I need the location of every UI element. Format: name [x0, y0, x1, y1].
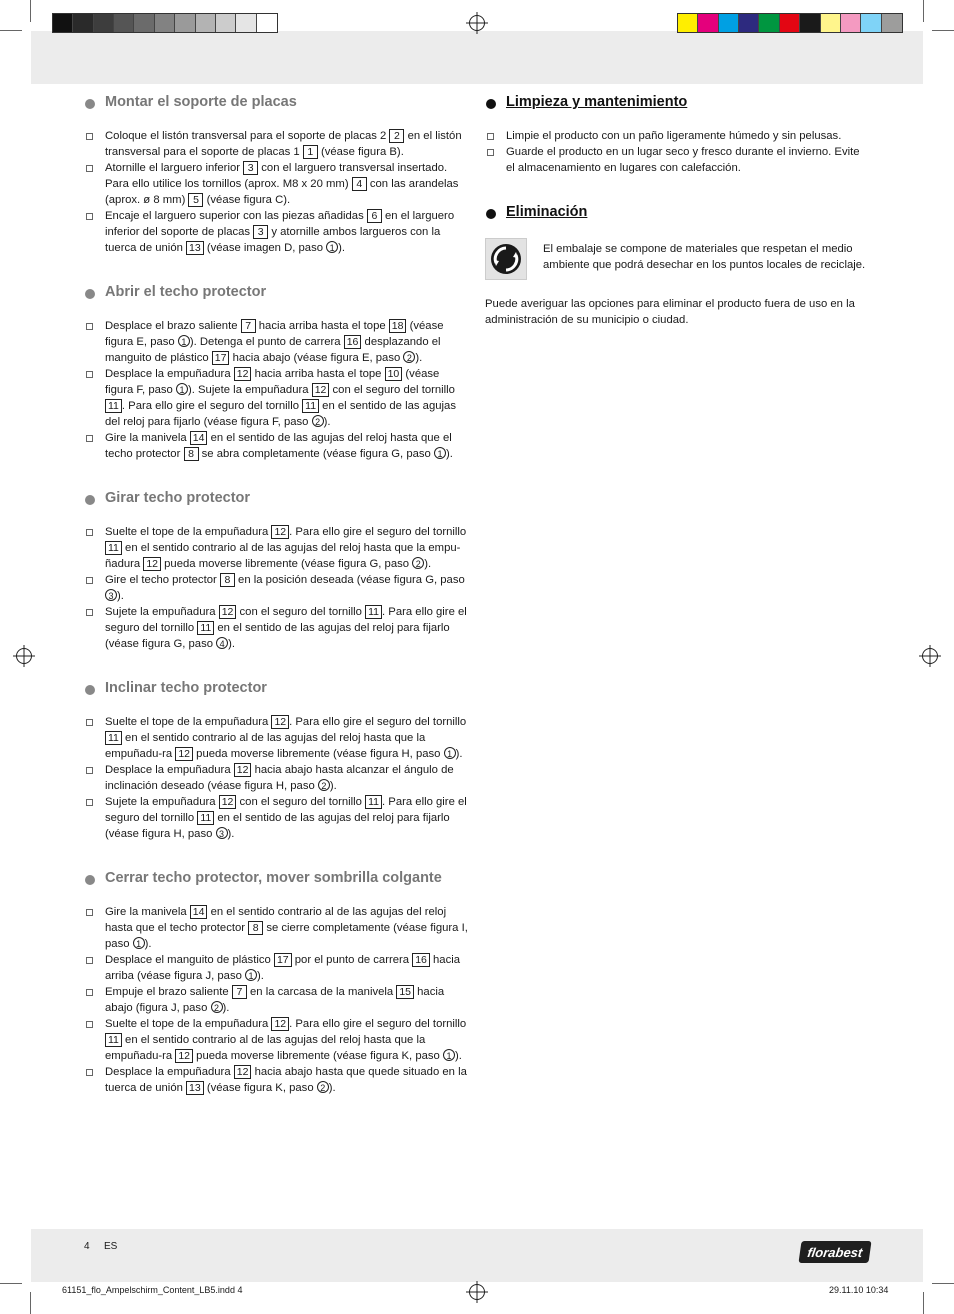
list-item: Gire el techo protector 8 en la posición deseada (véase figura G, paso 3 ). [84, 572, 470, 604]
instruction-section [84, 490, 470, 652]
color-calibration-strip [677, 13, 903, 33]
instruction-section [84, 284, 470, 462]
registration-mark-icon [922, 648, 938, 664]
color-swatch [216, 14, 236, 32]
color-swatch [780, 14, 800, 32]
color-swatch [739, 14, 759, 32]
language-code: ES [104, 1241, 118, 1252]
part-number-badge: 11 [197, 621, 214, 635]
list-item: Desplace el manguito de plástico 17 por el punto de carrera 16 hacia arriba (véase figura J, paso 1 ). [84, 952, 470, 984]
list-item: Suelte el tope de la empuñadura 12 . Para ello gire el seguro del tornillo 11 en el sentido contrario al de las agujas del reloj hasta que la empuñadu-ra 12 pueda moverse libremente (véase figura K, paso 1 ). [84, 1016, 470, 1064]
instruction-list [84, 714, 470, 842]
crop-mark [30, 1292, 31, 1314]
list-item: Gire la manivela 14 en el sentido de las agujas del reloj hasta que el techo protector 8 se abra completamente (véase figura G, paso 1 ). [84, 430, 470, 462]
color-swatch [698, 14, 718, 32]
instruction-section [84, 680, 470, 842]
part-number-badge: 8 [220, 573, 235, 587]
crop-mark [30, 0, 31, 22]
part-number-badge: 16 [412, 953, 430, 967]
color-swatch [73, 14, 93, 32]
part-number-badge: 12 [143, 557, 161, 571]
part-number-badge: 10 [385, 367, 403, 381]
part-number-badge: 12 [271, 715, 289, 729]
brand-name: florabest [806, 1244, 864, 1260]
color-swatch [257, 14, 277, 32]
cleaning-section [485, 94, 870, 176]
step-number-circle: 1 [443, 1049, 455, 1061]
part-number-badge: 11 [105, 1033, 122, 1047]
crop-mark [0, 30, 22, 31]
registration-mark-icon [16, 648, 32, 664]
crop-mark [932, 1283, 954, 1284]
part-number-badge: 11 [105, 731, 122, 745]
color-swatch [678, 14, 698, 32]
part-number-badge: 12 [219, 795, 237, 809]
step-number-circle: 1 [176, 383, 188, 395]
part-number-badge: 4 [352, 177, 367, 191]
crop-mark [923, 0, 924, 22]
color-swatch [861, 14, 881, 32]
part-number-badge: 18 [389, 319, 407, 333]
part-number-badge: 12 [271, 1017, 289, 1031]
part-number-badge: 17 [274, 953, 292, 967]
step-number-circle: 2 [312, 415, 324, 427]
list-item: Desplace el brazo saliente 7 hacia arriba hasta el tope 18 (véase figura E, paso 1 ). Detenga el punto de carrera 16 desplazando el manguito de plástico 17 hacia abajo (véase figura E, paso 2 ). [84, 318, 470, 366]
list-item: Desplace la empuñadura 12 hacia arriba hasta el tope 10 (véase figura F, paso 1 ). Sujete la empuñadura 12 con el seguro del tornillo 11 . Para ello gire el seguro del tornillo 11 en el sentido de las agujas del reloj para fijarlo (véase figura F, paso 2 ). [84, 366, 470, 430]
part-number-badge: 15 [396, 985, 414, 999]
list-item: Gire la manivela 14 en el sentido contrario al de las agujas del reloj hasta que el techo protector 8 se cierre completamente (véase figura I, paso 1 ). [84, 904, 470, 952]
disposal-section [485, 204, 870, 328]
section-title: Cerrar techo protector, mover sombrilla colgante [84, 870, 470, 892]
crop-mark [0, 1283, 22, 1284]
section-title: Montar el soporte de placas [84, 94, 470, 116]
color-swatch [155, 14, 175, 32]
print-date-time: 29.11.10 10:34 [829, 1285, 889, 1295]
step-number-circle: 4 [216, 637, 228, 649]
part-number-badge: 13 [186, 241, 204, 255]
section-title: Eliminación [485, 204, 870, 226]
part-number-badge: 2 [389, 129, 404, 143]
list-item: Desplace la empuñadura 12 hacia abajo hasta que quede situado en la tuerca de unión 13 (véase figura K, paso 2 ). [84, 1064, 470, 1096]
part-number-badge: 12 [219, 605, 237, 619]
file-info: 61151_flo_Ampelschirm_Content_LB5.indd 4 [62, 1285, 243, 1295]
list-item: Atornille el larguero inferior 3 con el larguero transversal insertado. Para ello utilice los tornillos (aprox. M8 x 20 mm) 4 con las arandelas (aprox. ø 8 mm) 5 (véase figura C). [84, 160, 470, 208]
part-number-badge: 17 [212, 351, 230, 365]
registration-mark-icon [469, 1284, 485, 1300]
instruction-list [84, 524, 470, 652]
part-number-badge: 12 [234, 367, 252, 381]
color-swatch [134, 14, 154, 32]
part-number-badge: 11 [105, 399, 122, 413]
crop-mark [923, 1292, 924, 1314]
step-number-circle: 3 [105, 589, 117, 601]
color-swatch [719, 14, 739, 32]
color-swatch [841, 14, 861, 32]
part-number-badge: 12 [271, 525, 289, 539]
packaging-note [485, 238, 870, 280]
part-number-badge: 3 [253, 225, 268, 239]
left-column [84, 94, 470, 1124]
step-number-circle: 1 [133, 937, 145, 949]
part-number-badge: 11 [365, 795, 382, 809]
color-swatch [94, 14, 114, 32]
step-number-circle: 2 [412, 557, 424, 569]
part-number-badge: 14 [190, 905, 208, 919]
list-item: Desplace la empuñadura 12 hacia abajo hasta alcanzar el ángulo de inclinación deseado (véase figura H, paso 2 ). [84, 762, 470, 794]
instruction-section [84, 94, 470, 256]
step-number-circle: 2 [403, 351, 415, 363]
footer-band [31, 1229, 923, 1282]
list-item: Empuje el brazo saliente 7 en la carcasa de la manivela 15 hacia abajo (figura J, paso 2 ). [84, 984, 470, 1016]
header-band [31, 31, 923, 84]
crop-mark [932, 30, 954, 31]
color-swatch [236, 14, 256, 32]
part-number-badge: 13 [186, 1081, 204, 1095]
color-swatch [196, 14, 216, 32]
instruction-list [84, 318, 470, 462]
cleaning-list [485, 128, 870, 176]
part-number-badge: 11 [302, 399, 319, 413]
part-number-badge: 12 [175, 747, 193, 761]
part-number-badge: 7 [241, 319, 256, 333]
section-title: Abrir el techo protector [84, 284, 470, 306]
list-item: Sujete la empuñadura 12 con el seguro del tornillo 11 . Para ello gire el seguro del tornillo 11 en el sentido de las agujas del reloj para fijarlo (véase figura H, paso 3 ). [84, 794, 470, 842]
step-number-circle: 1 [326, 241, 338, 253]
color-swatch [800, 14, 820, 32]
color-swatch [175, 14, 195, 32]
part-number-badge: 12 [234, 763, 252, 777]
list-item: Limpie el producto con un paño ligeramente húmedo y sin pelusas. [485, 128, 870, 144]
color-swatch [759, 14, 779, 32]
color-swatch [53, 14, 73, 32]
step-number-circle: 3 [216, 827, 228, 839]
list-item: Suelte el tope de la empuñadura 12 . Para ello gire el seguro del tornillo 11 en el sentido contrario al de las agujas del reloj hasta que la empu-ñadura 12 pueda moverse libremente (véase figura G, paso 2 ). [84, 524, 470, 572]
recycle-icon [485, 238, 527, 280]
section-title: Inclinar techo protector [84, 680, 470, 702]
part-number-badge: 5 [188, 193, 203, 207]
step-number-circle: 1 [178, 335, 190, 347]
step-number-circle: 1 [245, 969, 257, 981]
part-number-badge: 12 [312, 383, 330, 397]
part-number-badge: 12 [234, 1065, 252, 1079]
part-number-badge: 16 [344, 335, 362, 349]
step-number-circle: 2 [211, 1001, 223, 1013]
list-item: Coloque el listón transversal para el soporte de placas 2 2 en el listón transversal para el soporte de placas 1 1 (véase figura B). [84, 128, 470, 160]
section-title: Limpieza y mantenimiento [485, 94, 870, 116]
step-number-circle: 2 [318, 779, 330, 791]
instruction-list [84, 904, 470, 1096]
step-number-circle: 1 [434, 447, 446, 459]
part-number-badge: 11 [365, 605, 382, 619]
packaging-text: El embalaje se compone de materiales que respetan el medio ambiente que podrá desechar en los puntos locales de reciclaje. [543, 243, 866, 271]
instruction-list [84, 128, 470, 256]
list-item: Guarde el producto en un lugar seco y fresco durante el invierno. Evite el almacenamiento en lugares con calefacción. [485, 144, 870, 176]
section-title: Girar techo protector [84, 490, 470, 512]
part-number-badge: 3 [243, 161, 258, 175]
color-swatch [114, 14, 134, 32]
registration-mark-icon [469, 15, 485, 31]
part-number-badge: 11 [105, 541, 122, 555]
color-swatch [821, 14, 841, 32]
product-disposal-text: Puede averiguar las opciones para eliminar el producto fuera de uso en la administración de su municipio o ciudad. [485, 298, 855, 326]
gray-calibration-strip [52, 13, 278, 33]
part-number-badge: 12 [175, 1049, 193, 1063]
step-number-circle: 2 [317, 1081, 329, 1093]
list-item: Encaje el larguero superior con las piezas añadidas 6 en el larguero inferior del soporte de placas 3 y atornille ambos largueros con la tuerca de unión 13 (véase imagen D, paso 1 ). [84, 208, 470, 256]
right-column [485, 94, 870, 356]
part-number-badge: 6 [367, 209, 382, 223]
part-number-badge: 14 [190, 431, 208, 445]
part-number-badge: 8 [248, 921, 263, 935]
list-item: Suelte el tope de la empuñadura 12 . Para ello gire el seguro del tornillo 11 en el sentido contrario al de las agujas del reloj hasta que la empuñadu-ra 12 pueda moverse libremente (véase figura H, paso 1 ). [84, 714, 470, 762]
part-number-badge: 1 [303, 145, 318, 159]
instruction-section [84, 870, 470, 1096]
color-swatch [882, 14, 902, 32]
part-number-badge: 7 [232, 985, 247, 999]
part-number-badge: 8 [184, 447, 199, 461]
part-number-badge: 11 [197, 811, 214, 825]
step-number-circle: 1 [444, 747, 456, 759]
page-number: 4 [84, 1241, 90, 1252]
brand-logo [798, 1241, 871, 1263]
list-item: Sujete la empuñadura 12 con el seguro del tornillo 11 . Para ello gire el seguro del tornillo 11 en el sentido de las agujas del reloj para fijarlo (véase figura G, paso 4 ). [84, 604, 470, 652]
